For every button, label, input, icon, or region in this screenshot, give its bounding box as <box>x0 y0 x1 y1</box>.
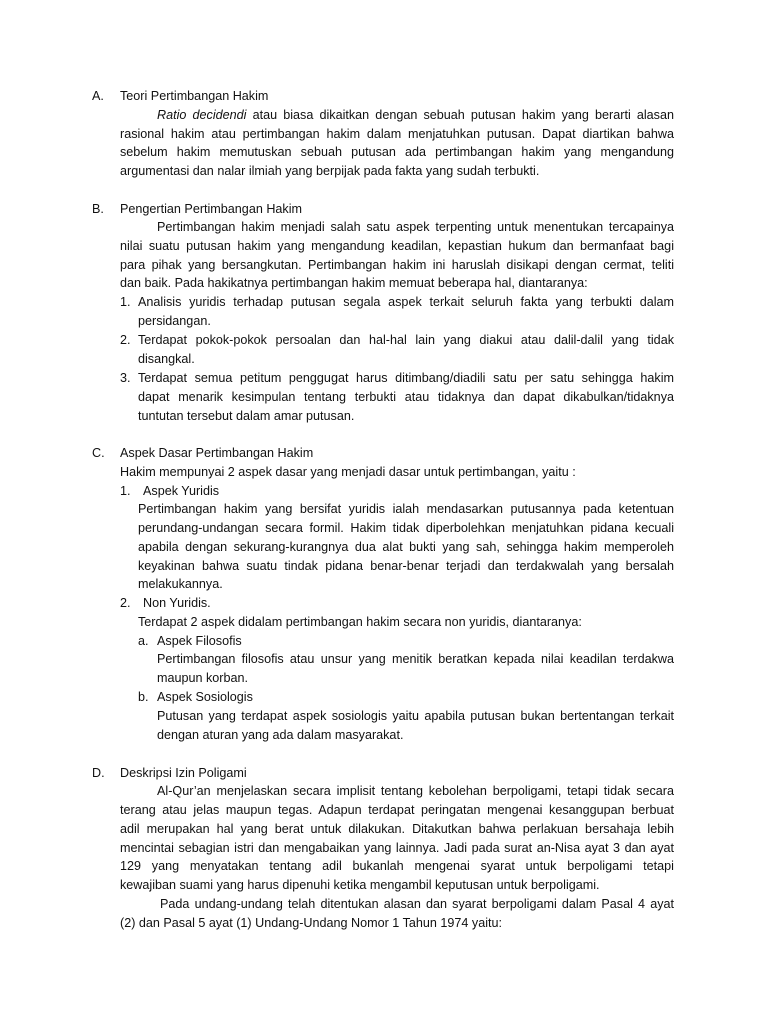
aspect-title: Aspek Yuridis <box>143 484 220 498</box>
section-d-paragraph2-line: Pada undang-undang telah ditentukan alasan dan syarat berpoligami dalam Pasal 4 ayat <box>160 897 674 911</box>
section-a-paragraph-line: argumentasi dan nalar ilmiah yang berpijak pada fakta yang sudah terbukti. <box>120 164 540 178</box>
subaspect-paragraph-line: Putusan yang terdapat aspek sosiologis yaitu apabila putusan bukan bertentangan terkait <box>157 709 674 723</box>
section-d-title: Deskripsi Izin Poligami <box>120 766 247 780</box>
section-a-paragraph-line: sebelum hakim memutuskan sebuah putusan ada pertimbangan hakim yang mengandung <box>120 145 674 159</box>
aspect-paragraph-line: apabila dengan sekurang-kurangnya dua alat bukti yang sah, sehingga hakim memperoleh <box>138 540 674 554</box>
section-d-paragraph2-line: (2) dan Pasal 5 ayat (1) Undang-Undang Nomor 1 Tahun 1974 yaitu: <box>120 916 503 930</box>
list-number: 3. <box>120 371 131 385</box>
aspect-paragraph-line: keyakinan bahwa suatu tindak pidana benar-benar terjadi dan terdakwalah yang bersalah <box>138 559 674 573</box>
list-item-line: Analisis yuridis terhadap putusan segala aspek terkait seluruh fakta yang terbukti dalam <box>138 295 674 309</box>
subaspect-title: Aspek Filosofis <box>157 634 242 648</box>
section-b-paragraph-line: nilai suatu putusan hakim yang mengandung keadilan, kepastian hukum dan bermanfaat bagi <box>120 239 674 253</box>
section-b-letter: B. <box>92 202 104 216</box>
list-number: 1. <box>120 295 131 309</box>
section-c-letter: C. <box>92 446 105 460</box>
aspect-paragraph-line: Pertimbangan hakim yang bersifat yuridis ialah mendasarkan putusannya pada ketentuan <box>138 502 674 516</box>
section-a-letter: A. <box>92 89 104 103</box>
aspect-title: Non Yuridis. <box>143 596 211 610</box>
section-d-letter: D. <box>92 766 105 780</box>
section-b-paragraph-line: Pertimbangan hakim menjadi salah satu aspek terpenting untuk menentukan tercapainya <box>157 220 674 234</box>
sublist-letter: a. <box>138 634 149 648</box>
section-b-paragraph-line: dan baik. Pada hakikatnya pertimbangan hakim memuat beberapa hal, diantaranya: <box>120 276 588 290</box>
section-d-paragraph-line: 129 yang menyatakan tentang adil bukanlah mengenai syarat untuk berpoligami tetapi <box>120 859 674 873</box>
section-d-paragraph-line: terang atau jelas maupun tegas. Adapun terdapat peringatan mengenai kesanggupan berbuat <box>120 803 674 817</box>
section-d-paragraph-line: Al-Qur’an menjelaskan secara implisit tentang kebolehan berpoligami, tetapi tidak secara <box>157 784 674 798</box>
section-a-paragraph-line: Ratio decidendi atau biasa dikaitkan dengan sebuah putusan hakim yang berarti alasan <box>157 108 674 122</box>
list-item-line: dapat menarik kesimpulan tentang terbukti atau tidaknya dan dapat dikabulkan/tidaknya <box>138 390 674 404</box>
section-a-title: Teori Pertimbangan Hakim <box>120 89 269 103</box>
section-b-title: Pengertian Pertimbangan Hakim <box>120 202 303 216</box>
aspect-intro: Terdapat 2 aspek didalam pertimbangan hakim secara non yuridis, diantaranya: <box>138 615 582 629</box>
section-a-paragraph-line: rasional hakim atau pertimbangan hakim dalam menjatuhkan putusan. Dapat diartikan bahwa <box>120 127 674 141</box>
list-item-line: disangkal. <box>138 352 195 366</box>
list-item-line: Terdapat semua petitum penggugat harus ditimbang/diadili satu per satu sehingga hakim <box>138 371 674 385</box>
list-number: 1. <box>120 484 131 498</box>
section-d-paragraph-line: adil merupakan hal yang berat untuk dilakukan. Ditakutkan bahwa perlakuan bersahaja lebih <box>120 822 674 836</box>
list-item-line: tuntutan tersebut dalam amar putusan. <box>138 409 355 423</box>
section-d-paragraph-line: kewajiban suami yang harus dipenuhi ketika mengambil keputusan untuk berpoligami. <box>120 878 600 892</box>
subaspect-title: Aspek Sosiologis <box>157 690 253 704</box>
subaspect-paragraph-line: dengan aturan yang ada dalam masyarakat. <box>157 728 404 742</box>
list-number: 2. <box>120 333 131 347</box>
section-d-paragraph-line: mencintai sebagian istri dan mengabaikan yang lainnya. Jadi pada surat an-Nisa ayat 3 dan ayat <box>120 841 674 855</box>
list-number: 2. <box>120 596 131 610</box>
ratio-decidendi-term: Ratio decidendi <box>157 108 247 122</box>
aspect-paragraph-line: melakukannya. <box>138 577 223 591</box>
section-b-paragraph-line: para pihak yang bersangkutan. Pertimbangan hakim ini haruslah disikapi dengan cermat, teliti <box>120 258 674 272</box>
list-item-line: Terdapat pokok-pokok persoalan dan hal-hal lain yang diakui atau dalil-dalil yang tidak <box>138 333 674 347</box>
section-c-title: Aspek Dasar Pertimbangan Hakim <box>120 446 314 460</box>
subaspect-paragraph-line: maupun korban. <box>157 671 249 685</box>
list-item-line: persidangan. <box>138 314 211 328</box>
sublist-letter: b. <box>138 690 149 704</box>
aspect-paragraph-line: perundang-undangan secara formil. Hakim tidak diperbolehkan menjatuhkan pidana kecuali <box>138 521 674 535</box>
subaspect-paragraph-line: Pertimbangan filosofis atau unsur yang menitik beratkan kepada nilai keadilan terdakwa <box>157 652 674 666</box>
section-c-intro: Hakim mempunyai 2 aspek dasar yang menjadi dasar untuk pertimbangan, yaitu : <box>120 465 576 479</box>
